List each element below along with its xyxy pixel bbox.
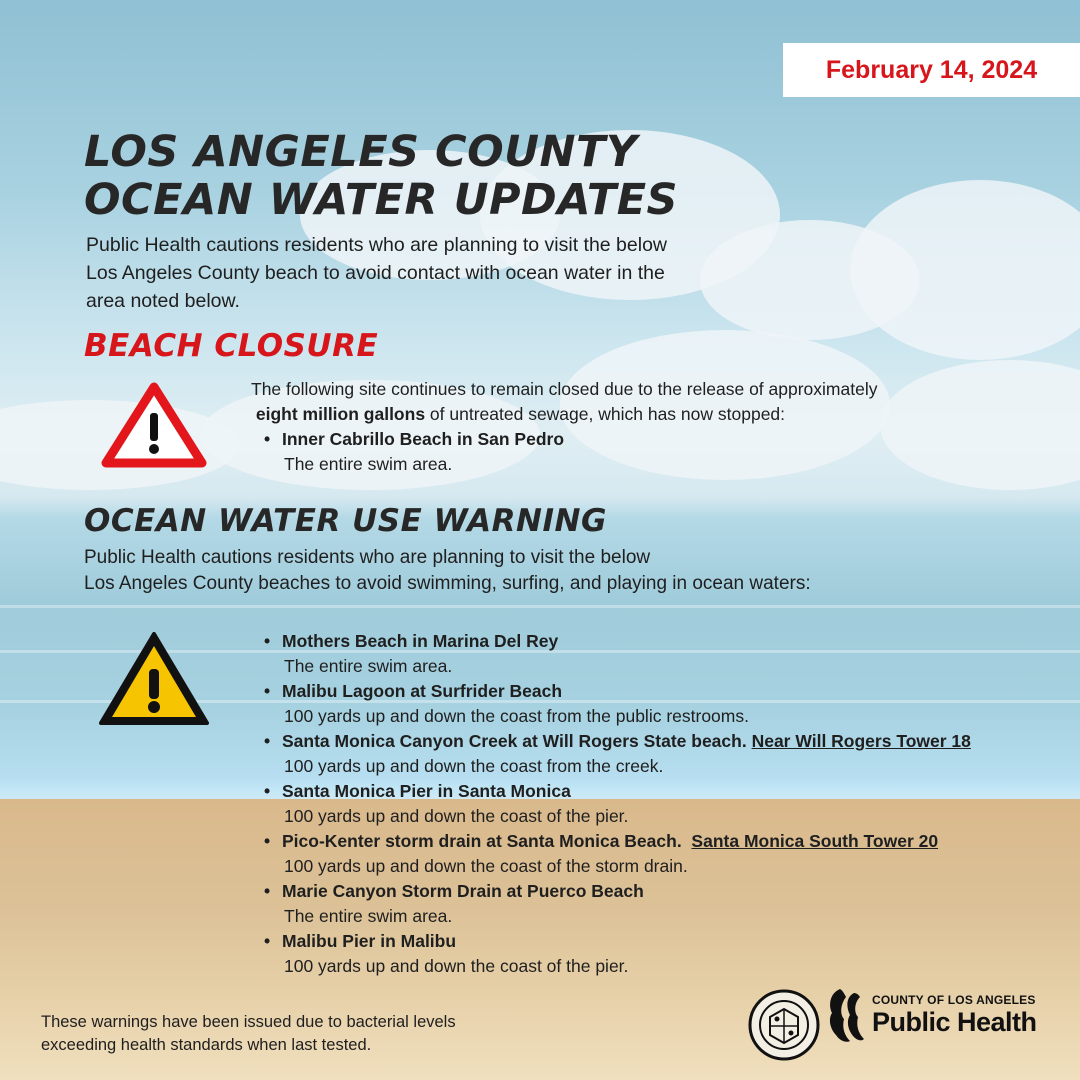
intro-line: Los Angeles County beach to avoid contact with ocean water in the <box>86 262 665 284</box>
yellow-warning-triangle-icon <box>97 629 211 729</box>
footer-line: These warnings have been issued due to bacterial levels <box>41 1013 456 1031</box>
public-health-logo <box>826 985 1037 1045</box>
wave-line <box>0 605 1080 608</box>
closure-text-line <box>251 402 877 427</box>
warning-text-line: Los Angeles County beaches to avoid swimming, surfing, and playing in ocean waters: <box>84 573 811 594</box>
tower-link[interactable]: Santa Monica South Tower 20 <box>691 831 939 851</box>
closure-list <box>262 427 564 477</box>
beach-detail: The entire swim area. <box>284 906 453 926</box>
beach-name: Marie Canyon Storm Drain at Puerco Beach <box>282 881 644 901</box>
logo-small-text: COUNTY OF LOS ANGELES <box>872 993 1036 1007</box>
county-seal-logo <box>748 989 820 1061</box>
list-item <box>262 779 971 829</box>
warning-text-line: Public Health cautions residents who are planning to visit the below <box>84 547 651 568</box>
beach-closure-heading: BEACH CLOSURE <box>84 328 379 364</box>
list-item <box>262 427 564 477</box>
beach-detail: 100 yards up and down the coast of the pier. <box>284 956 629 976</box>
logo-text <box>872 993 1037 1037</box>
intro-text <box>86 231 667 315</box>
intro-line: Public Health cautions residents who are planning to visit the below <box>86 234 668 256</box>
list-item <box>262 729 971 779</box>
list-item <box>262 679 971 729</box>
beach-name: Santa Monica Canyon Creek at Will Rogers State beach. <box>282 731 747 751</box>
beach-name: Malibu Lagoon at Surfrider Beach <box>282 681 563 701</box>
cloud <box>880 360 1080 490</box>
tower-link[interactable]: Near Will Rogers Tower 18 <box>751 731 971 751</box>
list-item <box>262 629 971 679</box>
list-item <box>262 829 971 879</box>
beach-detail: The entire swim area. <box>284 454 453 474</box>
closure-description <box>251 377 877 427</box>
closure-volume: eight million gallons <box>255 404 426 424</box>
warning-heading: OCEAN WATER USE WARNING <box>84 503 607 539</box>
red-warning-triangle-icon <box>101 381 207 469</box>
closure-text-line: The following site continues to remain closed due to the release of approximately <box>251 379 878 399</box>
footer-note <box>41 1011 456 1057</box>
list-item <box>262 879 971 929</box>
beach-detail: 100 yards up and down the coast from the public restrooms. <box>284 706 749 726</box>
closure-text-rest: of untreated sewage, which has now stopped: <box>425 404 786 424</box>
beach-name: Santa Monica Pier in Santa Monica <box>282 781 571 801</box>
footer-line: exceeding health standards when last tested. <box>41 1036 372 1054</box>
beach-name: Malibu Pier in Malibu <box>282 931 457 951</box>
warning-description <box>84 545 811 597</box>
beach-detail: 100 yards up and down the coast of the pier. <box>284 806 629 826</box>
logo-big-text: Public Health <box>872 1007 1037 1037</box>
beach-name: Mothers Beach in Marina Del Rey <box>282 631 559 651</box>
warning-list <box>262 629 971 979</box>
beach-detail: The entire swim area. <box>284 656 453 676</box>
intro-line: area noted below. <box>86 290 240 312</box>
beach-name: Pico-Kenter storm drain at Santa Monica Beach. <box>282 831 682 851</box>
date-badge: February 14, 2024 <box>783 43 1080 97</box>
title-line-2: OCEAN WATER UPDATES <box>84 175 679 225</box>
title-line-1: LOS ANGELES COUNTY <box>84 127 638 177</box>
beach-detail: 100 yards up and down the coast from the creek. <box>284 756 664 776</box>
beach-name: Inner Cabrillo Beach in San Pedro <box>282 429 565 449</box>
profiles-icon <box>826 985 868 1045</box>
beach-detail: 100 yards up and down the coast of the storm drain. <box>284 856 688 876</box>
cloud <box>850 180 1080 360</box>
list-item <box>262 929 971 979</box>
